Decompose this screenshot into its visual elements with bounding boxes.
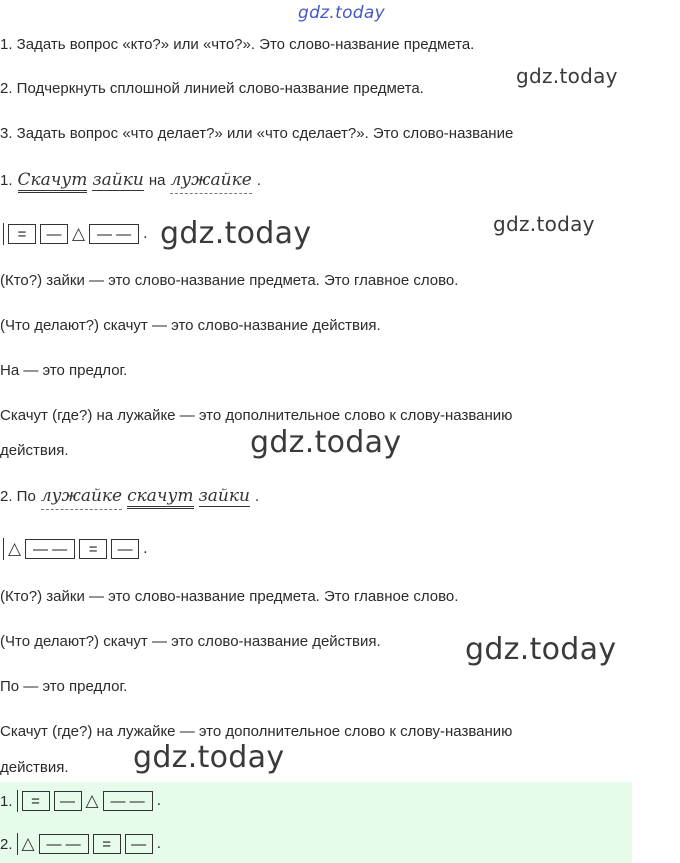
answer-1-number: 1. bbox=[0, 792, 13, 810]
preposition-triangle: △ bbox=[8, 539, 22, 558]
analysis-1-secondary: Скачут (где?) на лужайке — это дополнительное слово к слову-названию bbox=[0, 407, 513, 424]
answer-scheme-2 bbox=[0, 833, 161, 855]
example-2-number: 2. По bbox=[0, 488, 36, 505]
secondary-word: лужайке bbox=[170, 170, 251, 194]
analysis-1-preposition: На — это предлог. bbox=[0, 362, 128, 379]
predicate-word: скачут bbox=[127, 486, 193, 509]
predicate-word: Скачут bbox=[18, 170, 88, 193]
scheme-end-dot: . bbox=[143, 540, 148, 557]
predicate-box: = bbox=[8, 224, 36, 244]
sentence-start-bar bbox=[3, 223, 4, 245]
predicate-box: = bbox=[93, 834, 121, 854]
subject-word: зайки bbox=[92, 170, 144, 190]
preposition-word: на bbox=[148, 172, 166, 189]
answer-scheme-1 bbox=[0, 790, 161, 812]
analysis-2-predicate: (Что делают?) скачут — это слово-название действия. bbox=[0, 633, 381, 650]
subject-box: — bbox=[125, 834, 153, 854]
secondary-box: — — bbox=[39, 834, 89, 854]
sentence-start-bar bbox=[3, 538, 4, 560]
watermark: gdz.today bbox=[160, 216, 312, 251]
secondary-word: лужайке bbox=[41, 486, 122, 510]
analysis-1-predicate: (Что делают?) скачут — это слово-название действия. bbox=[0, 317, 381, 334]
secondary-box: — — bbox=[103, 791, 153, 811]
sentence-start-bar bbox=[17, 833, 18, 855]
watermark: gdz.today bbox=[516, 64, 618, 88]
scheme-end-dot: . bbox=[143, 225, 148, 242]
watermark: gdz.today bbox=[250, 425, 402, 460]
analysis-1-secondary-cont: действия. bbox=[0, 442, 69, 459]
rule-step-1: 1. Задать вопрос «кто?» или «что?». Это слово-название предмета. bbox=[0, 36, 475, 53]
analysis-2-subject: (Кто?) зайки — это слово-название предмета. Это главное слово. bbox=[0, 588, 459, 605]
example-1-sentence bbox=[0, 170, 261, 194]
analysis-2-secondary-cont: действия. bbox=[0, 759, 69, 776]
predicate-box: = bbox=[22, 791, 50, 811]
analysis-1-subject: (Кто?) зайки — это слово-название предмета. Это главное слово. bbox=[0, 272, 459, 289]
rule-step-2: 2. Подчеркнуть сплошной линией слово-название предмета. bbox=[0, 80, 424, 97]
example-2-sentence bbox=[0, 486, 259, 510]
watermark-top: gdz.today bbox=[298, 3, 385, 23]
preposition-triangle: △ bbox=[72, 224, 86, 243]
sentence-scheme-1 bbox=[3, 223, 148, 245]
preposition-triangle: △ bbox=[85, 791, 99, 810]
sentence-end: . bbox=[254, 488, 260, 505]
watermark: gdz.today bbox=[465, 632, 617, 667]
subject-box: — bbox=[54, 791, 82, 811]
scheme-end-dot: . bbox=[156, 792, 162, 809]
example-1-number: 1. bbox=[0, 172, 13, 189]
secondary-box: — — bbox=[25, 539, 75, 559]
predicate-box: = bbox=[79, 539, 107, 559]
preposition-triangle: △ bbox=[21, 834, 35, 853]
rule-step-3: 3. Задать вопрос «что делает?» или «что сделает?». Это слово-название bbox=[0, 125, 514, 142]
sentence-start-bar bbox=[17, 790, 18, 812]
analysis-2-secondary: Скачут (где?) на лужайке — это дополнительное слово к слову-названию bbox=[0, 723, 513, 740]
subject-box: — bbox=[40, 224, 68, 244]
watermark: gdz.today bbox=[133, 740, 285, 775]
analysis-2-preposition: По — это предлог. bbox=[0, 678, 128, 695]
subject-box: — bbox=[111, 539, 139, 559]
answer-2-number: 2. bbox=[0, 835, 13, 853]
sentence-end: . bbox=[256, 172, 261, 189]
subject-word: зайки bbox=[198, 486, 250, 506]
secondary-box: — — bbox=[89, 224, 139, 244]
sentence-scheme-2 bbox=[3, 538, 148, 560]
watermark: gdz.today bbox=[493, 212, 595, 236]
scheme-end-dot: . bbox=[156, 835, 162, 852]
